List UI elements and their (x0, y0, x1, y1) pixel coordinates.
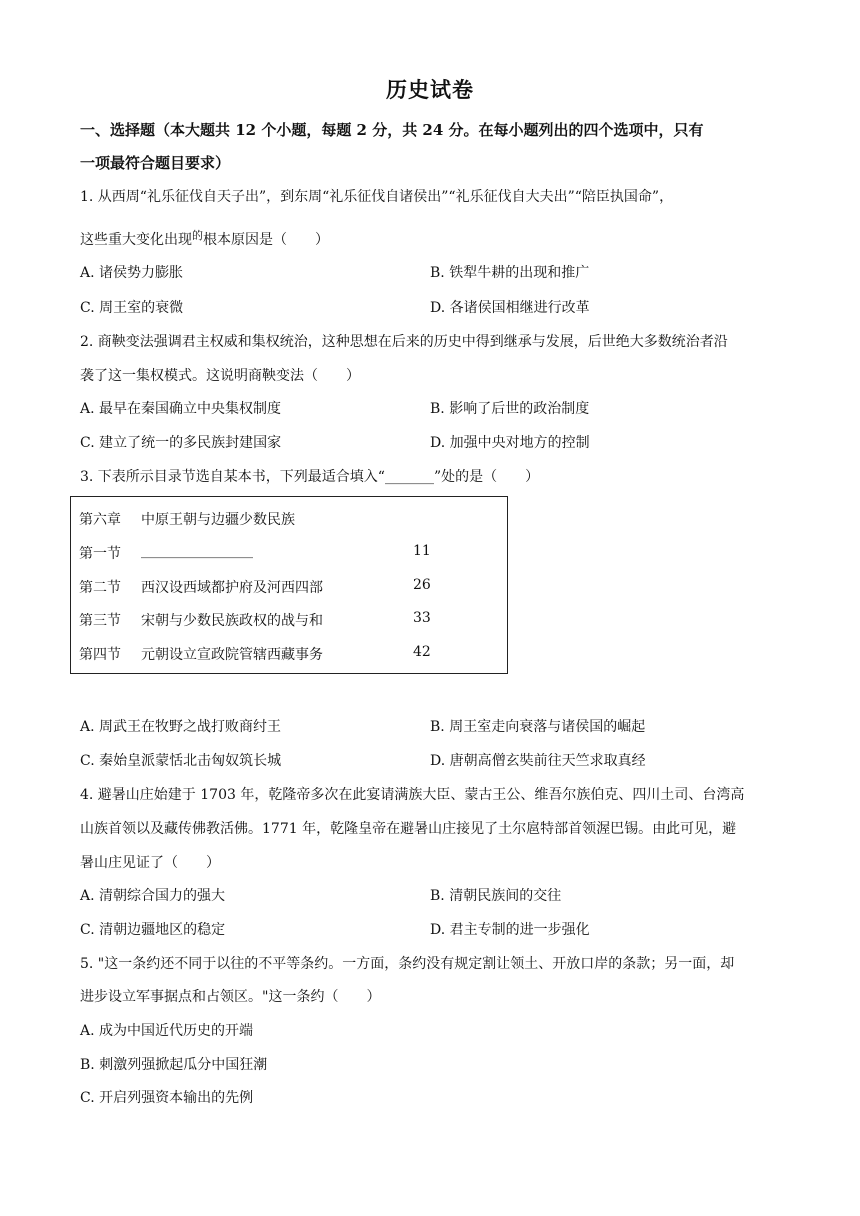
toc-blank: ________________ (141, 543, 253, 559)
q5-option-a[interactable]: A. 成为中国近代历史的开端 (80, 1023, 254, 1039)
toc-page-number: 26 (413, 577, 431, 593)
q1-stem-line2-c: 根本原因是（ ） (203, 232, 329, 248)
toc-cell: 第四节 (79, 647, 121, 663)
q1-stem-line2-b: 的 (192, 229, 203, 242)
q1-option-a[interactable]: A. 诸侯势力膨胀 (80, 265, 184, 281)
q2-option-b[interactable]: B. 影响了后世的政治制度 (430, 401, 590, 417)
section-heading-line2: 一项最符合题目要求） (80, 154, 231, 172)
toc-cell: 第一节 (79, 546, 121, 562)
toc-cell: 第六章 (79, 512, 121, 528)
q5-option-c[interactable]: C. 开启列强资本输出的先例 (80, 1090, 254, 1106)
q1-stem-line2-a: 这些重大变化出现 (80, 232, 192, 248)
q3-option-a[interactable]: A. 周武王在牧野之战打败商纣王 (80, 719, 282, 735)
q4-option-c[interactable]: C. 清朝边疆地区的稳定 (80, 922, 226, 938)
toc-page-number: 33 (413, 610, 431, 626)
q4-stem-line1: 4. 避暑山庄始建于 1703 年，乾隆帝多次在此宴请满族大臣、蒙古王公、维吾尔族伯克、四川土司、台湾高 (80, 787, 745, 803)
toc-page-number: 42 (413, 644, 431, 660)
q1-stem-line2 (80, 226, 329, 250)
q2-option-a[interactable]: A. 最早在秦国确立中央集权制度 (80, 401, 282, 417)
q4-stem-line2: 山族首领以及藏传佛教活佛。1771 年，乾隆皇帝在避暑山庄接见了土尔扈特部首领渥巴锡。由此可见，避 (80, 821, 737, 837)
toc-cell: 第二节 (79, 580, 121, 596)
toc-cell: 宋朝与少数民族政权的战与和 (141, 613, 323, 629)
q4-option-a[interactable]: A. 清朝综合国力的强大 (80, 888, 226, 904)
q4-option-b[interactable]: B. 清朝民族间的交往 (430, 888, 562, 904)
q2-option-d[interactable]: D. 加强中央对地方的控制 (430, 435, 590, 451)
toc-cell: 元朝设立宣政院管辖西藏事务 (141, 647, 323, 663)
table-of-contents (70, 496, 508, 674)
q1-stem-line1: 1. 从西周“礼乐征伐自天子出”，到东周“礼乐征伐自诸侯出”“礼乐征伐自大夫出”“陪臣执国命”， (80, 189, 674, 205)
q3-stem-line1: 3. 下表所示目录节选自某本书，下列最适合填入“_______”处的是（ ） (80, 469, 540, 485)
q2-stem-line1: 2. 商鞅变法强调君主权威和集权统治，这种思想在后来的历史中得到继承与发展，后世绝大多数统治者沿 (80, 334, 728, 350)
q2-option-c[interactable]: C. 建立了统一的多民族封建国家 (80, 435, 282, 451)
q1-option-c[interactable]: C. 周王室的衰微 (80, 300, 184, 316)
q3-option-b[interactable]: B. 周王室走向衰落与诸侯国的崛起 (430, 719, 646, 735)
toc-page-number: 11 (413, 543, 431, 559)
section-heading-line1: 一、选择题（本大题共 12 个小题，每题 2 分，共 24 分。在每小题列出的四个选项中，只有 (80, 121, 704, 139)
q3-option-d[interactable]: D. 唐朝高僧玄奘前往天竺求取真经 (430, 753, 646, 769)
q4-stem-line3: 暑山庄见证了（ ） (80, 855, 220, 871)
q3-option-c[interactable]: C. 秦始皇派蒙恬北击匈奴筑长城 (80, 753, 282, 769)
q5-stem-line1: 5. "这一条约还不同于以往的不平等条约。一方面，条约没有规定割让领土、开放口岸的条款；另一面，却 (80, 956, 735, 972)
toc-cell: 中原王朝与边疆少数民族 (141, 512, 295, 528)
page-title: 历史试卷 (386, 77, 474, 102)
q2-stem-line2: 袭了这一集权模式。这说明商鞅变法（ ） (80, 368, 360, 384)
q5-option-b[interactable]: B. 刺激列强掀起瓜分中国狂潮 (80, 1057, 268, 1073)
toc-cell: 第三节 (79, 613, 121, 629)
q1-option-b[interactable]: B. 铁犁牛耕的出现和推广 (430, 265, 590, 281)
q1-option-d[interactable]: D. 各诸侯国相继进行改革 (430, 300, 590, 316)
q5-stem-line2: 进步设立军事据点和占领区。"这一条约（ ） (80, 989, 381, 1005)
toc-cell: 西汉设西域都护府及河西四部 (141, 580, 323, 596)
q4-option-d[interactable]: D. 君主专制的进一步强化 (430, 922, 590, 938)
